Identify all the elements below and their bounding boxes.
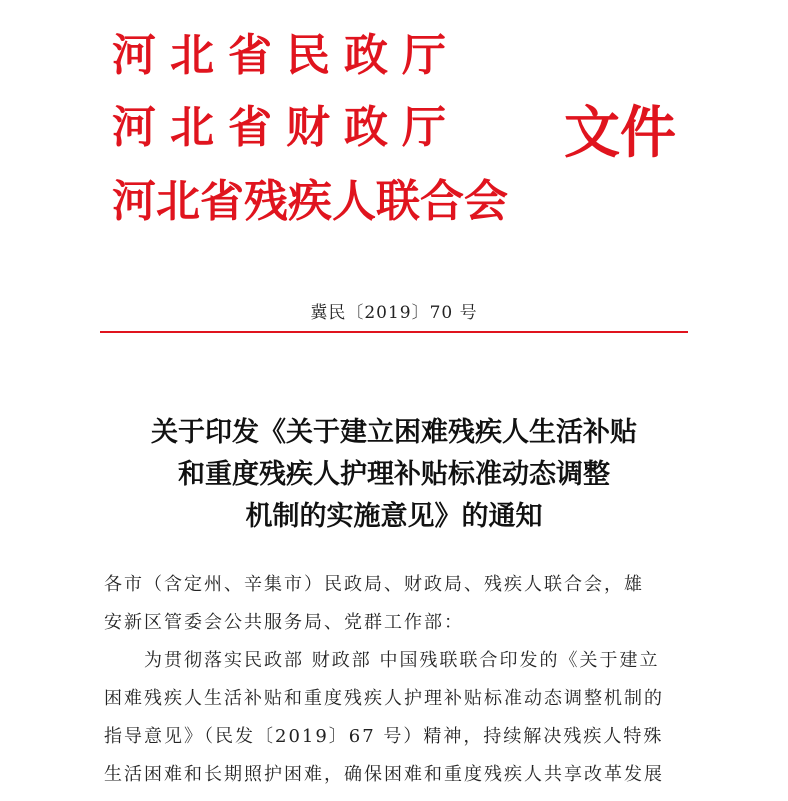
body-line-6: 生活困难和长期照护困难，确保困难和重度残疾人共享改革发展 bbox=[104, 764, 664, 785]
document-type-label: 文件 bbox=[564, 100, 676, 166]
document-body bbox=[104, 566, 688, 794]
title-line-3: 机制的实施意见》的通知 bbox=[245, 501, 543, 532]
body-line-4: 困难残疾人生活补贴和重度残疾人护理补贴标准动态调整机制的 bbox=[104, 688, 664, 709]
body-line-2: 安新区管委会公共服务局、党群工作部： bbox=[104, 612, 464, 633]
body-line-5: 指导意见》（民发〔2019〕67 号）精神，持续解决残疾人特殊 bbox=[104, 726, 664, 747]
document-title bbox=[0, 412, 788, 538]
document-number: 冀民〔2019〕70 号 bbox=[310, 303, 478, 323]
title-line-1: 关于印发《关于建立困难残疾人生活补贴 bbox=[151, 417, 637, 448]
issuer-line-3: 河北省残疾人联合会 bbox=[112, 176, 508, 227]
red-divider-rule bbox=[100, 331, 688, 333]
issuer-line-1: 河北省民政厅 bbox=[112, 30, 460, 81]
title-line-2: 和重度残疾人护理补贴标准动态调整 bbox=[178, 459, 610, 490]
body-line-1: 各市（含定州、辛集市）民政局、财政局、残疾人联合会，雄 bbox=[104, 574, 644, 595]
issuer-line-2: 河北省财政厅 bbox=[112, 102, 460, 153]
body-line-3: 为贯彻落实民政部 财政部 中国残联联合印发的《关于建立 bbox=[144, 650, 660, 671]
